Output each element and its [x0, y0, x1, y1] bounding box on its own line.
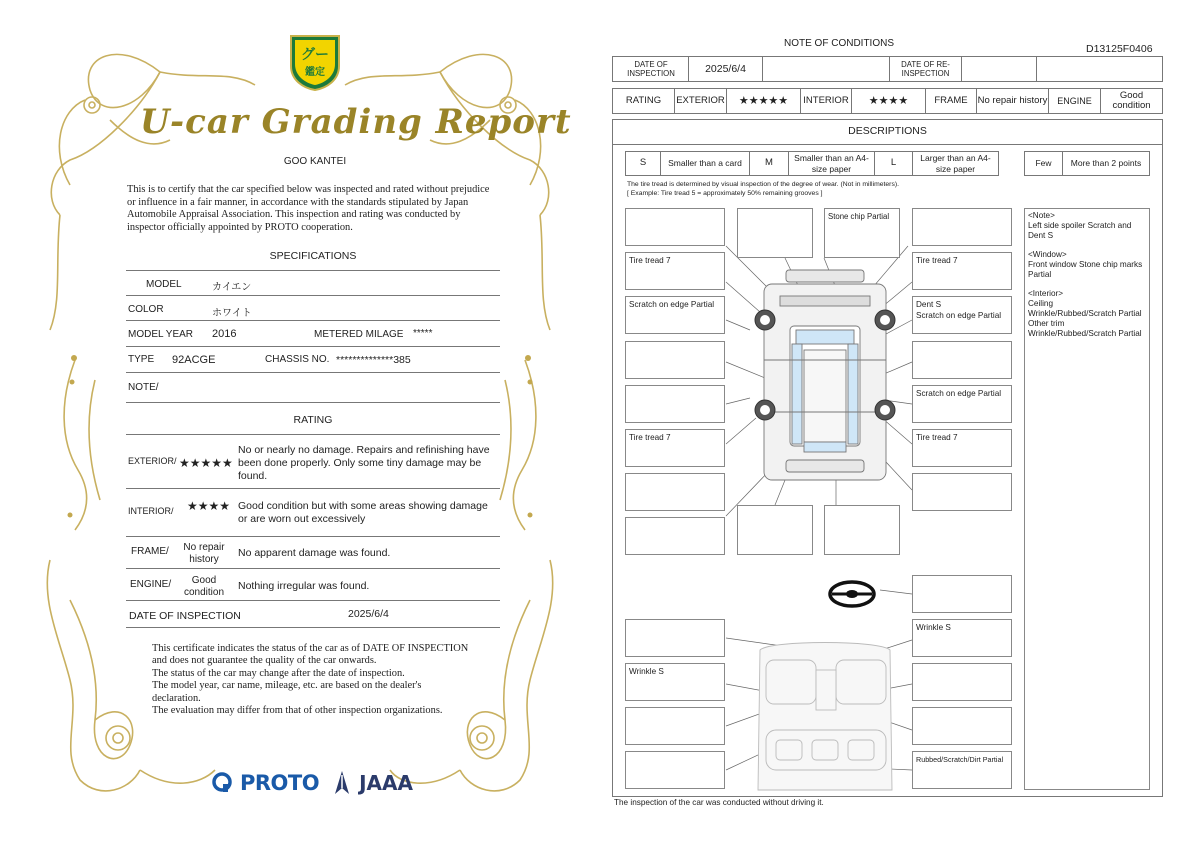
interior-stars: ★★★★ — [868, 94, 909, 107]
exterior-label: EXTERIOR — [676, 94, 725, 106]
condition-box — [625, 341, 725, 379]
few-description: More than 2 points — [1070, 158, 1142, 169]
certification-text: This is to certify that the car specified below was inspected and rated without prejudice or influence in a fair manner, in accordance with the standards stipulated by Japan Automobile Appraisal Association. This inspection and rating was conducted by inspector officially appointed by PROTO cooperation. — [127, 184, 490, 233]
rating-heading: RATING — [293, 414, 333, 426]
condition-box — [625, 385, 725, 423]
model-year-value: 2016 — [212, 328, 237, 340]
tread-note-line-1: The tire tread is determined by visual inspection of the degree of wear. (Not in millimeters). — [627, 181, 899, 188]
model-label: MODEL — [146, 279, 182, 290]
exterior-label: EXTERIOR/ — [128, 456, 177, 466]
chassis-value: **************385 — [336, 354, 411, 366]
divider — [126, 600, 500, 601]
date-of-inspection-value: 2025/6/4 — [348, 608, 389, 620]
specifications-heading: SPECIFICATIONS — [269, 250, 357, 262]
condition-box-tire-front-left: Tire tread 7 — [625, 252, 725, 290]
condition-box — [625, 517, 725, 555]
notes-text: <Note> Left side spoiler Scratch and Dent S <Window> Front window Stone chip marks Partial <Interior> Ceiling Wrinkle/Rubbed/Scratch Partial Other trim Wrinkle/Rubbed/Scratch Partial — [1028, 211, 1143, 338]
condition-box — [625, 751, 725, 789]
interior-stars: ★★★★ — [187, 499, 231, 513]
tread-note-line-2: [ Example: Tire tread 5 = approximately 50% remaining grooves ] — [627, 190, 823, 197]
engine-label: ENGINE — [1057, 95, 1092, 106]
frame-value: No repair history — [183, 542, 225, 565]
exterior-stars: ★★★★★ — [738, 94, 789, 107]
size-s-label: S — [639, 157, 647, 169]
goo-kantei-badge-icon — [287, 30, 343, 92]
jaaa-logo-text: JAAA — [359, 771, 413, 795]
note-label: NOTE/ — [128, 382, 159, 393]
svg-text:グー: グー — [301, 47, 329, 63]
condition-box-dent-scratch: Dent S Scratch on edge Partial — [912, 296, 1012, 334]
frame-description: No apparent damage was found. — [238, 547, 391, 559]
size-m-label: M — [765, 157, 773, 169]
date-of-inspection-label: DATE OF INSPECTION — [129, 610, 241, 622]
condition-box — [737, 208, 813, 258]
divider — [126, 402, 500, 403]
rating-label: RATING — [625, 94, 662, 106]
divider — [126, 320, 500, 321]
divider — [126, 295, 500, 296]
condition-box — [912, 663, 1012, 701]
condition-box — [912, 707, 1012, 745]
condition-box-tire-rear-left: Tire tread 7 — [625, 429, 725, 467]
metered-mileage-value: ***** — [413, 328, 433, 339]
condition-box — [625, 473, 725, 511]
re-inspection-label: DATE OF RE-INSPECTION — [901, 60, 950, 78]
report-title: U-car Grading Report — [140, 102, 572, 142]
certificate-footer: This certificate indicates the status of the car as of DATE OF INSPECTION and does not guarantee the quality of the car onwards. The status of the car may change after the date of inspection. The model year, car name, mileage, etc. are based on the dealer's declaration. The evaluation may differ from that of other inspection organizations. — [152, 643, 469, 717]
bottom-note: The inspection of the car was conducted without driving it. — [614, 798, 824, 807]
proto-logo-text: PROTO — [240, 771, 320, 795]
type-value: 92ACGE — [172, 354, 216, 366]
divider — [126, 346, 500, 347]
size-l-label: L — [890, 157, 897, 169]
condition-box-stone-chip: Stone chip Partial — [824, 208, 900, 258]
condition-box-scratch-left: Scratch on edge Partial — [625, 296, 725, 334]
steering-wheel-icon — [830, 582, 874, 606]
frame-label: FRAME — [934, 94, 968, 106]
engine-value: Good condition — [1112, 89, 1151, 111]
model-year-label: MODEL YEAR — [128, 329, 194, 340]
condition-box — [912, 208, 1012, 246]
condition-box — [912, 575, 1012, 613]
size-m-description: Smaller than an A4-size paper — [794, 153, 869, 174]
condition-box — [824, 505, 900, 555]
size-s-description: Smaller than a card — [668, 158, 742, 169]
color-value: ホワイト — [212, 308, 252, 319]
interior-description: Good condition but with some areas showing damage or are worn out excessively — [238, 500, 488, 525]
jaaa-logo-icon — [333, 770, 351, 796]
engine-label: ENGINE/ — [130, 579, 172, 590]
metered-mileage-label: METERED MILAGE — [314, 329, 404, 340]
logos — [212, 770, 413, 796]
condition-box-wrinkle-left: Wrinkle S — [625, 663, 725, 701]
few-label: Few — [1035, 158, 1052, 169]
divider — [126, 372, 500, 373]
divider — [126, 488, 500, 489]
engine-value: Good condition — [183, 575, 225, 598]
interior-label: INTERIOR — [803, 94, 849, 106]
frame-label: FRAME/ — [131, 546, 169, 557]
interior-label: INTERIOR/ — [128, 506, 174, 516]
condition-box-scratch-right: Scratch on edge Partial — [912, 385, 1012, 423]
descriptions-heading: DESCRIPTIONS — [848, 125, 927, 138]
divider — [126, 434, 500, 435]
brand-name: GOO KANTEI — [283, 156, 347, 167]
condition-box — [625, 619, 725, 657]
note-of-conditions-page — [600, 0, 1200, 848]
exterior-description: No or nearly no damage. Repairs and refinishing have been done properly. Only some tiny damage may be found. — [238, 444, 490, 482]
model-value: カイエン — [212, 282, 252, 293]
condition-box-rubbed: Rubbed/Scratch/Dirt Partial — [912, 751, 1012, 789]
condition-box-tire-front-right: Tire tread 7 — [912, 252, 1012, 290]
document-id: D13125F0406 — [1086, 43, 1153, 55]
frame-value: No repair history — [977, 94, 1048, 106]
divider — [126, 568, 500, 569]
condition-box — [912, 341, 1012, 379]
divider — [126, 536, 500, 537]
exterior-stars: ★★★★★ — [179, 456, 233, 470]
note-title: NOTE OF CONDITIONS — [784, 38, 894, 49]
chassis-label: CHASSIS NO. — [265, 354, 330, 365]
condition-box — [625, 707, 725, 745]
proto-logo-icon — [212, 772, 232, 794]
notes-panel — [1024, 208, 1150, 790]
condition-box-wrinkle-right: Wrinkle S — [912, 619, 1012, 657]
engine-description: Nothing irregular was found. — [238, 580, 370, 592]
svg-text:鑑定: 鑑定 — [305, 67, 325, 78]
condition-box — [625, 208, 725, 246]
color-label: COLOR — [128, 304, 164, 315]
divider — [126, 627, 500, 628]
divider — [126, 270, 500, 271]
condition-box — [912, 473, 1012, 511]
type-label: TYPE — [128, 354, 155, 365]
date-of-inspection-label: DATE OF INSPECTION — [627, 60, 675, 78]
size-l-description: Larger than an A4-size paper — [920, 153, 991, 174]
condition-box-tire-rear-right: Tire tread 7 — [912, 429, 1012, 467]
condition-box — [737, 505, 813, 555]
date-of-inspection-value: 2025/6/4 — [705, 62, 746, 75]
